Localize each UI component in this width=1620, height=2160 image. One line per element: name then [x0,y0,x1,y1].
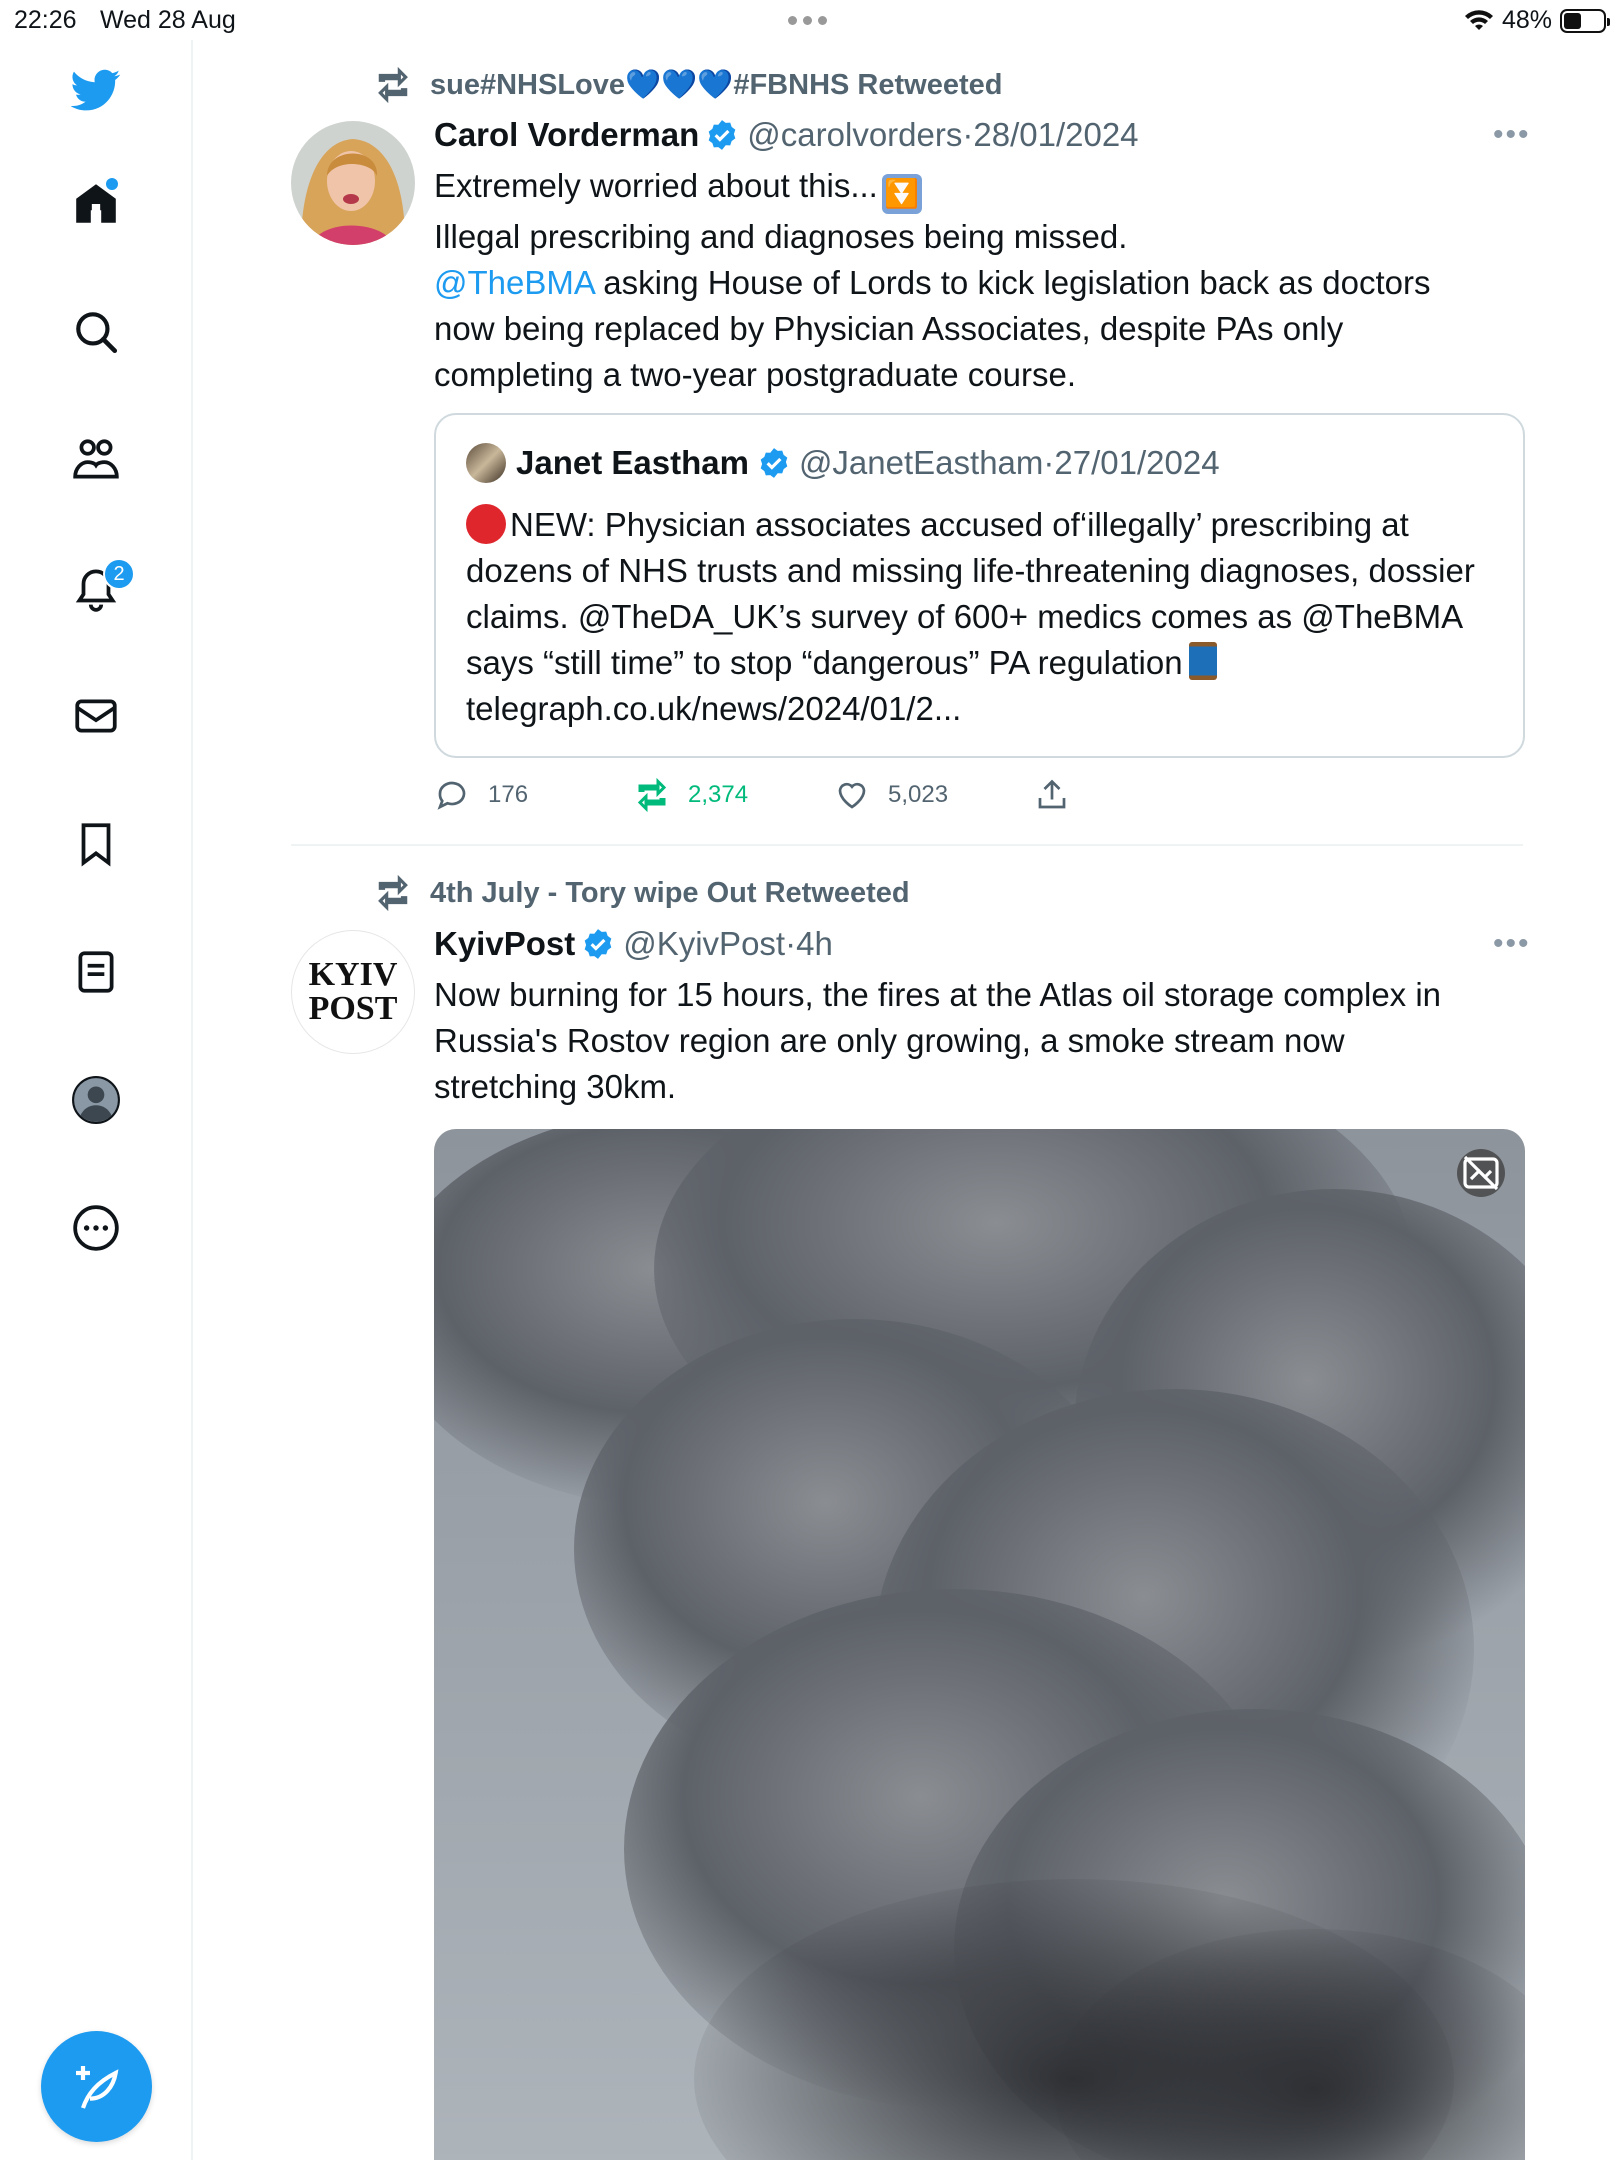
author-handle[interactable]: @carolvorders [747,116,963,153]
tweet-media-image[interactable] [434,1129,1525,2160]
timeline-feed [193,40,1620,2160]
reply-icon [434,777,470,813]
tweet-header [434,113,1139,157]
compose-tweet-button[interactable] [41,2031,152,2142]
retweet-icon [634,777,670,813]
retweet-count: 2,374 [688,781,749,808]
heart-icon [834,777,870,813]
retweet-context [374,65,1002,105]
header-separator: · [785,925,797,962]
quoted-tweet-header [466,443,1220,483]
home-unread-dot [106,178,118,190]
twitter-logo-icon[interactable] [56,50,136,130]
verified-badge-icon [757,446,791,480]
avatar[interactable] [291,121,415,245]
quoted-tweet-text [466,502,1506,732]
tweet-text: Now burning for 15 hours, the fires at the Atlas oil storage complex in Russia's Rostov region are only growing, a smoke stream now stretching 30km. [434,976,1442,1105]
quoted-link: telegraph.co.uk/news/2024/01/2... [466,690,962,727]
retweeted-by-label: sue#NHSLove💙💙💙#FBNHS Retweeted [430,69,1003,101]
mention-link[interactable]: @TheBMA [434,264,595,301]
logo-line-1: KYIV [308,956,398,993]
tweet-text-rest: asking House of Lords to kick legislation back as doctors now being replaced by Physician Associates, despite PAs only completing a two-year postgraduate course. [434,264,1431,393]
like-count: 5,023 [888,781,949,808]
tweet-date[interactable]: 28/01/2024 [973,116,1139,153]
spool-emoji-icon [1189,642,1217,680]
communities-icon[interactable] [56,420,136,500]
quoted-date: 27/01/2024 [1054,444,1220,481]
reply-button[interactable] [434,777,528,813]
author-name[interactable]: KyivPost [434,925,576,962]
quoted-author-name: Janet Eastham [516,444,749,481]
logo-line-2: POST [308,990,398,1027]
retweeted-by-label: 4th July - Tory wipe Out Retweeted [430,876,910,909]
tweet-text-line-1: Extremely worried about this... [434,167,878,204]
sensitive-media-toggle-icon[interactable] [1457,1149,1505,1197]
status-date: Wed 28 Aug [100,6,236,34]
compose-feather-icon [69,2059,125,2115]
home-icon[interactable] [56,164,136,244]
quoted-tweet-card[interactable] [434,413,1525,758]
share-icon [1034,777,1070,813]
verified-badge-icon [705,118,739,152]
author-name[interactable]: Carol Vorderman [434,116,700,153]
share-button[interactable] [1034,777,1070,813]
bookmarks-icon[interactable] [56,804,136,884]
tweet-more-menu-icon[interactable]: ••• [1493,927,1531,960]
status-bar [0,0,1620,40]
profile-avatar-icon[interactable] [56,1060,136,1140]
kyivpost-logo-avatar[interactable] [291,930,415,1054]
notifications-badge: 2 [103,558,135,590]
retweet-icon [374,874,412,912]
tweet-text [434,163,1494,398]
retweet-icon [374,66,412,104]
retweet-button[interactable] [634,777,748,813]
messages-envelope-icon[interactable] [56,676,136,756]
sidebar [0,40,193,2160]
more-options-icon[interactable] [56,1188,136,1268]
lists-icon[interactable] [56,932,136,1012]
tweet-more-menu-icon[interactable]: ••• [1493,118,1531,151]
verified-badge-icon [581,927,615,961]
status-time: 22:26 [14,6,77,34]
down-arrow-emoji-icon: ⏬ [882,174,922,214]
battery-percent: 48% [1501,6,1552,34]
notifications-bell-icon[interactable] [56,548,136,628]
tweet-text-line-2: Illegal prescribing and diagnoses being missed. [434,218,1128,255]
header-separator: · [962,116,974,153]
like-button[interactable] [834,777,948,813]
smoke-cloud-image [434,1129,1525,2160]
battery-icon [1560,9,1606,33]
quoted-separator: · [1043,444,1055,481]
quoted-text-body: NEW: Physician associates accused of‘illegally’ prescribing at dozens of NHS trusts and missing life-threatening diagnoses, dossier claims. @TheDA_UK’s survey of 600+ medics comes as @TheBMA says “still time” to stop “dangerous” PA regulation [466,506,1475,681]
author-handle[interactable]: @KyivPost [623,925,786,962]
tweet-header [434,922,833,966]
quoted-avatar [466,443,506,483]
multitasking-dots-icon[interactable] [788,16,827,25]
tweet-date[interactable]: 4h [796,925,833,962]
red-circle-emoji-icon [466,504,506,544]
reply-count: 176 [488,781,529,808]
quoted-author-handle: @JanetEastham [798,444,1044,481]
explore-search-icon[interactable] [56,292,136,372]
tweet-actions [434,777,1134,821]
retweet-context [374,873,910,913]
wifi-icon [1464,9,1494,33]
tweet-divider [291,844,1523,846]
